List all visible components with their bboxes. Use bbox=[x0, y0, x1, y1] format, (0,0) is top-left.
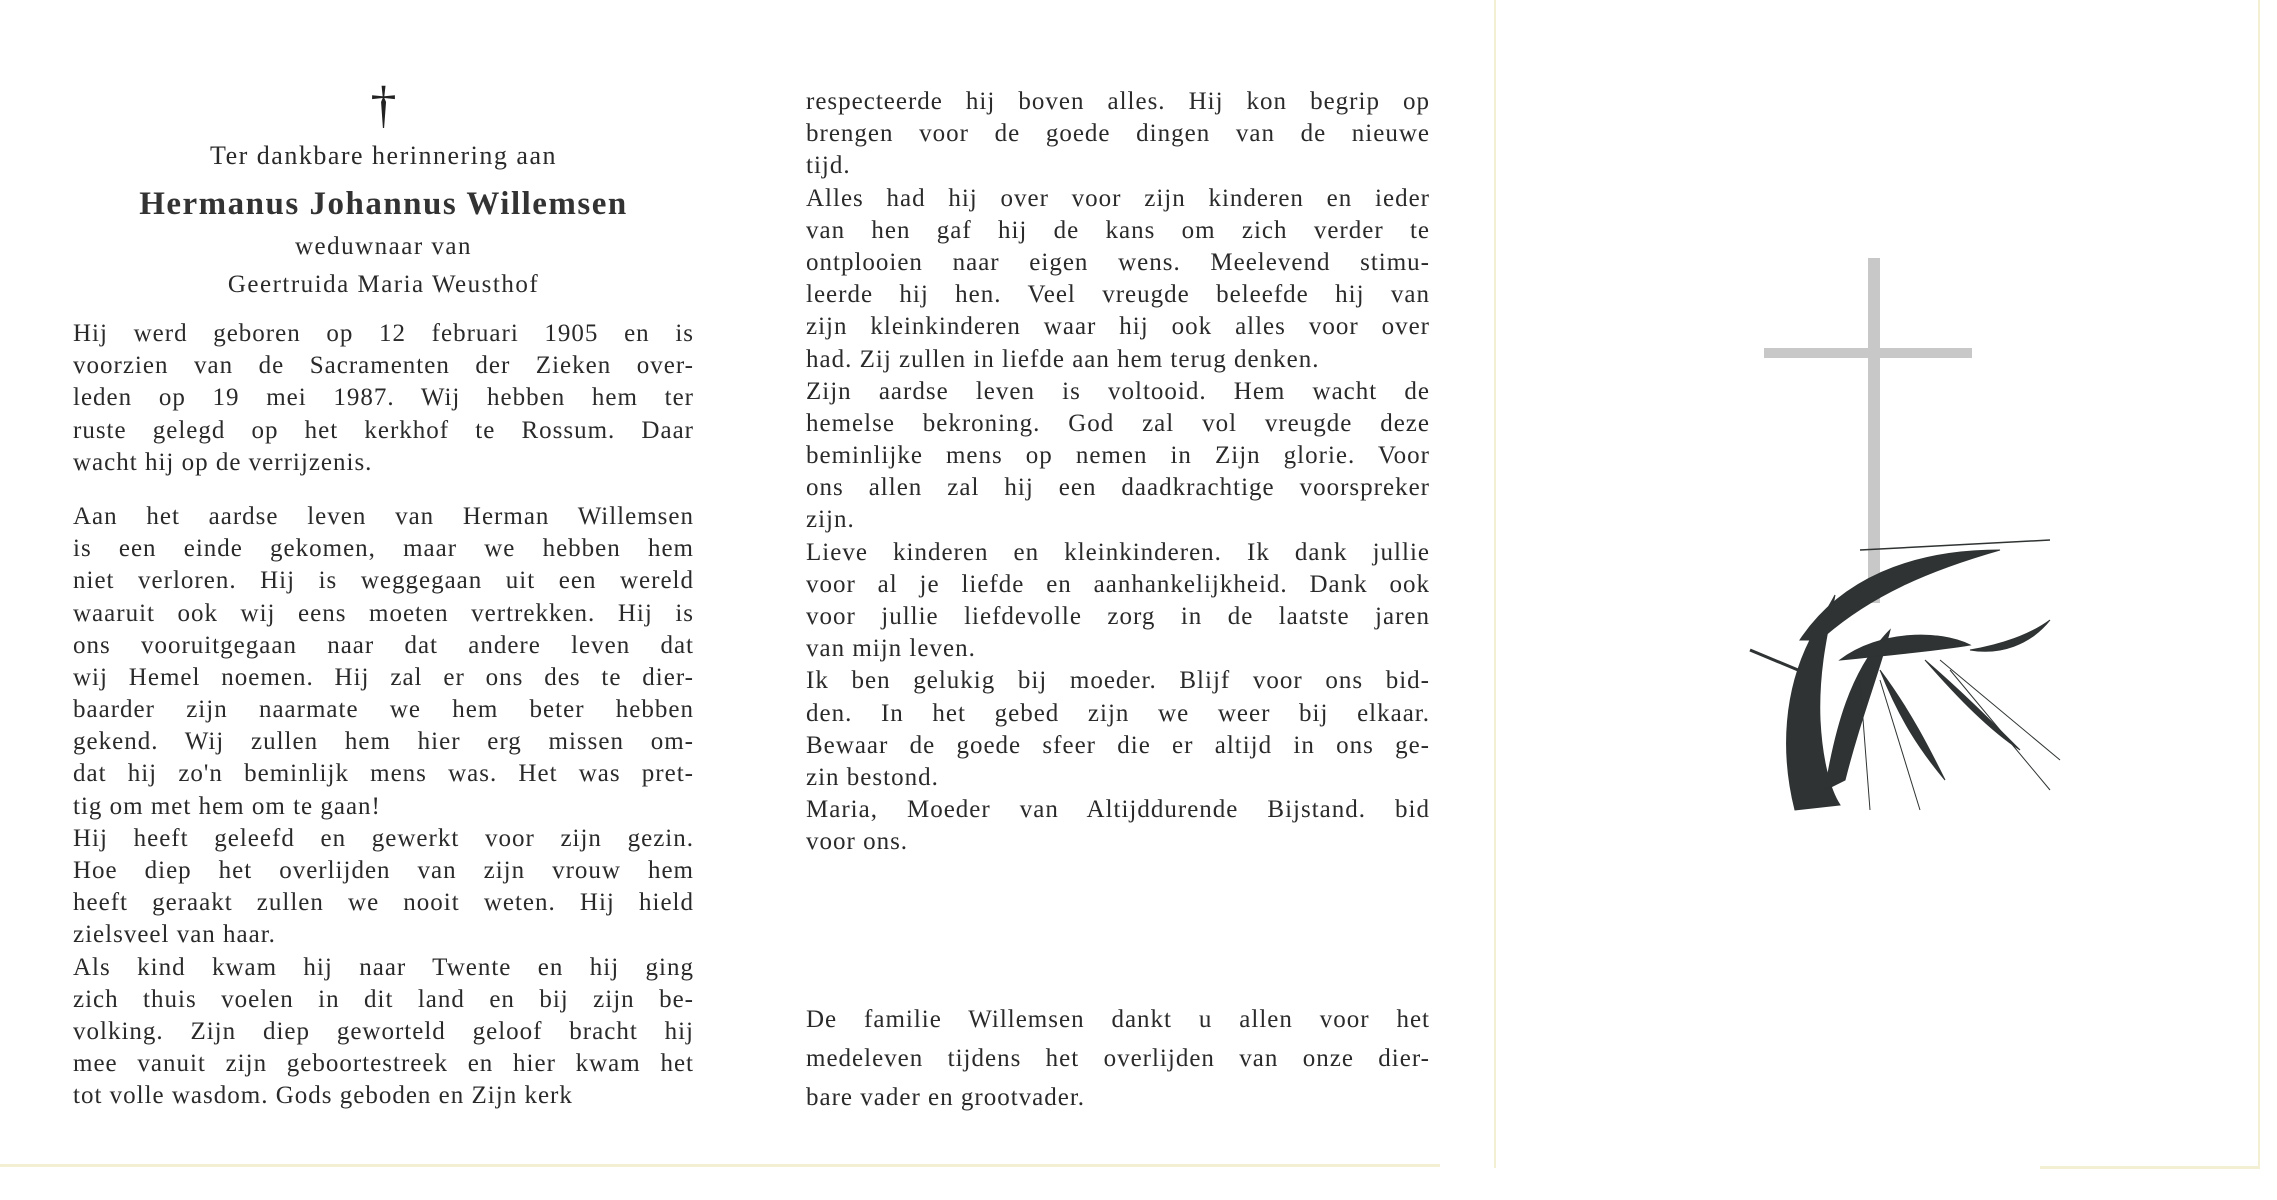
text-line: zielsveel van haar. bbox=[73, 921, 276, 949]
wheat-icon bbox=[1750, 540, 2060, 810]
text-line: is een einde gekomen, maar we hebben hem bbox=[73, 535, 694, 563]
text-line: Hij heeft geleefd en gewerkt voor zijn gezin. bbox=[73, 824, 694, 852]
text-line: mee vanuit zijn geboortestreek en hier kwam het bbox=[73, 1050, 694, 1078]
intro-text: Ter dankbare herinnering aan bbox=[210, 141, 557, 170]
text-line: niet verloren. Hij is weggegaan uit een wereld bbox=[73, 567, 694, 595]
text-line: De familie Willemsen dankt u allen voor het bbox=[806, 1006, 1430, 1033]
text-line: brengen voor de goede dingen van de nieuwe bbox=[806, 120, 1430, 148]
card-divider bbox=[1494, 0, 1496, 1168]
text-line: Hoe diep het overlijden van zijn vrouw hem bbox=[73, 857, 694, 884]
text-line: medeleven tijdens het overlijden van onze dier- bbox=[806, 1045, 1430, 1072]
text-line: van hen gaf hij de kans om zich verder te bbox=[806, 216, 1430, 244]
text-line: voorzien van de Sacramenten der Zieken over- bbox=[73, 352, 694, 380]
text-line: den. In het gebed zijn we weer bij elkaar. bbox=[806, 699, 1430, 727]
text-line: tijd. bbox=[806, 152, 851, 180]
text-line: ruste gelegd op het kerkhof te Rossum. Daar bbox=[73, 416, 694, 444]
text-line: Lieve kinderen en kleinkinderen. Ik dank jullie bbox=[806, 538, 1430, 566]
text-line: voor jullie liefdevolle zorg in de laatste jaren bbox=[806, 603, 1430, 630]
paragraph bbox=[806, 665, 1430, 794]
family-thanks bbox=[806, 1000, 1430, 1117]
text-line: tig om met hem om te gaan! bbox=[73, 792, 381, 820]
text-line: ontplooien naar eigen wens. Meelevend stimu- bbox=[806, 248, 1430, 276]
text-line: voor ons. bbox=[806, 828, 909, 856]
text-line: Maria, Moeder van Altijddurende Bijstand. bid bbox=[806, 796, 1430, 824]
text-line: zijn kleinkinderen waar hij ook alles voor over bbox=[806, 313, 1430, 341]
paragraph bbox=[73, 501, 694, 823]
left-column-text bbox=[73, 318, 694, 1113]
text-line: dat hij zo'n beminlijk mens was. Het was pret- bbox=[73, 760, 694, 788]
text-line: wacht hij op de verrijzenis. bbox=[73, 448, 373, 476]
card-right-edge bbox=[2258, 0, 2260, 1168]
text-line: waaruit ook wij eens moeten vertrekken. Hij is bbox=[73, 599, 694, 627]
text-line: Hij werd geboren op 12 februari 1905 en is bbox=[73, 320, 694, 347]
paragraph bbox=[806, 376, 1430, 537]
text-line: beminlijke mens op nemen in Zijn glorie. Voor bbox=[806, 442, 1430, 470]
paragraph bbox=[73, 823, 694, 952]
text-line: voor al je liefde en aanhankelijkheid. Dank ook bbox=[806, 570, 1430, 598]
cross-wheat-illustration bbox=[1740, 250, 2080, 830]
text-line: ons vooruitgegaan naar dat andere leven dat bbox=[73, 631, 694, 659]
card-header bbox=[73, 78, 694, 304]
text-line: zin bestond. bbox=[806, 763, 939, 791]
text-line: respecteerde hij boven alles. Hij kon begrip op bbox=[806, 88, 1430, 115]
paragraph bbox=[806, 1000, 1430, 1117]
paragraph bbox=[73, 952, 694, 1113]
text-line: volking. Zijn diep geworteld geloof bracht hij bbox=[73, 1017, 694, 1045]
text-line: heeft geraakt zullen we nooit weten. Hij hield bbox=[73, 889, 694, 917]
card-bottom-edge bbox=[0, 1164, 1440, 1167]
widower-text: weduwnaar van bbox=[294, 233, 473, 260]
card-bottom-edge-right bbox=[2040, 1166, 2260, 1169]
middle-column-text bbox=[806, 86, 1430, 859]
cross-vertical bbox=[1868, 258, 1880, 603]
text-line: Alles had hij over voor zijn kinderen en ieder bbox=[806, 184, 1430, 212]
text-line: ons allen zal hij een daadkrachtige voorspreker bbox=[806, 474, 1430, 502]
text-line: zich thuis voelen in dit land en bij zijn be- bbox=[73, 985, 694, 1013]
paragraph bbox=[806, 794, 1430, 858]
text-line: wij Hemel noemen. Hij zal er ons des te dier- bbox=[73, 663, 694, 691]
text-line: zijn. bbox=[806, 506, 855, 534]
text-line: Aan het aardse leven van Herman Willemsen bbox=[73, 502, 694, 530]
spouse-name: Geertruida Maria Weusthof bbox=[227, 271, 540, 298]
cross-horizontal bbox=[1764, 348, 1972, 358]
paragraph bbox=[806, 537, 1430, 666]
text-line: Zijn aardse leven is voltooid. Hem wacht de bbox=[806, 377, 1430, 405]
paragraph bbox=[806, 86, 1430, 183]
paragraph bbox=[806, 183, 1430, 376]
text-line: bare vader en grootvader. bbox=[806, 1084, 1086, 1111]
silver-cross-icon bbox=[1764, 258, 1972, 603]
text-line: van mijn leven. bbox=[806, 635, 976, 663]
text-line: leden op 19 mei 1987. Wij hebben hem ter bbox=[73, 384, 694, 412]
deceased-name: Hermanus Johannus Willemsen bbox=[139, 186, 628, 222]
text-line: baarder zijn naarmate we hem beter hebben bbox=[73, 696, 694, 724]
text-line: tot volle wasdom. Gods geboden en Zijn kerk bbox=[73, 1082, 573, 1110]
text-line: Ik ben gelukig bij moeder. Blijf voor ons bid- bbox=[806, 667, 1430, 695]
text-line: hemelse bekroning. God zal vol vreugde deze bbox=[806, 409, 1430, 437]
text-line: had. Zij zullen in liefde aan hem terug denken. bbox=[806, 345, 1320, 373]
text-line: Als kind kwam hij naar Twente en hij ging bbox=[73, 953, 694, 981]
cross-icon: † bbox=[370, 77, 397, 134]
text-line: Bewaar de goede sfeer die er altijd in ons ge- bbox=[806, 731, 1430, 759]
text-line: gekend. Wij zullen hem hier erg missen om- bbox=[73, 728, 694, 756]
paragraph bbox=[73, 318, 694, 479]
text-line: leerde hij hen. Veel vreugde beleefde hij van bbox=[806, 281, 1430, 309]
